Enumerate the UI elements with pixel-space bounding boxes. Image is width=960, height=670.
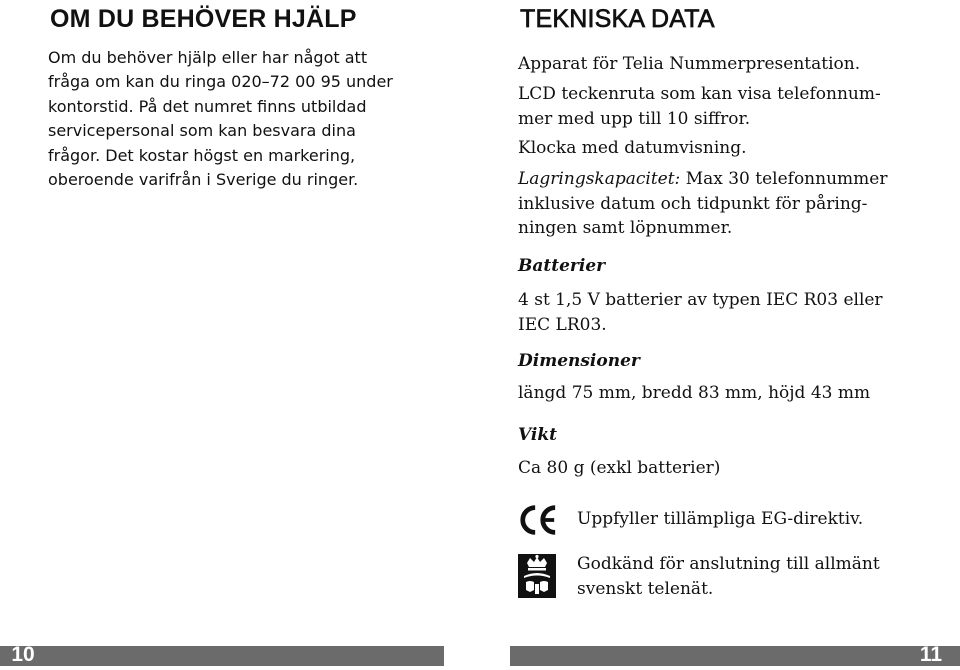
- batteries-line: 4 st 1,5 V batterier av typen IEC R03 eller: [518, 290, 883, 310]
- help-line: frågor. Det kostar högst en markering,: [48, 145, 356, 165]
- page-number-left: 10: [11, 643, 35, 666]
- left-page-title: OM DU BEHÖVER HJÄLP: [50, 5, 357, 33]
- storage-line: inklusive datum och tidpunkt för påring-: [518, 193, 868, 214]
- approval-line: Godkänd för anslutning till allmänt: [577, 554, 880, 574]
- right-page-title: TEKNISKA DATA: [520, 5, 715, 33]
- spec-lcd: [518, 82, 918, 131]
- help-line: fråga om kan du ringa 020–72 00 95 under: [48, 72, 393, 92]
- spec-device: [518, 52, 918, 77]
- batteries-line: IEC LR03.: [518, 314, 607, 335]
- dimensions-heading: Dimensioner: [518, 351, 640, 371]
- help-line: Om du behöver hjälp eller har något att: [48, 48, 368, 67]
- help-line: servicepersonal som kan besvara dina: [48, 121, 356, 141]
- approval-line: svenskt telenät.: [577, 578, 714, 599]
- ce-text: Uppfyller tillämpliga EG-direktiv.: [577, 509, 864, 529]
- storage-label: Lagringskapacitet:: [518, 169, 681, 189]
- crown-approval-icon: [518, 554, 556, 598]
- storage-line: ningen samt löpnummer.: [518, 218, 733, 239]
- spec-clock: [518, 136, 918, 161]
- footer-bar-left: [0, 646, 444, 666]
- help-line: kontorstid. På det numret finns utbildad: [48, 96, 367, 116]
- dimensions-text: längd 75 mm, bredd 83 mm, höjd 43 mm: [518, 383, 871, 403]
- page-number-right: 11: [919, 643, 943, 666]
- approval-text: [577, 552, 880, 601]
- ce-mark-icon: [518, 500, 558, 540]
- spec-storage: [518, 167, 918, 241]
- help-paragraph: [48, 46, 453, 192]
- batteries-text: [518, 288, 918, 337]
- weight-text: Ca 80 g (exkl batterier): [518, 458, 721, 478]
- weight-heading: Vikt: [518, 425, 557, 445]
- batteries-heading: Batterier: [518, 256, 606, 276]
- help-line: oberoende varifrån i Sverige du ringer.: [48, 170, 359, 190]
- spec-lcd-line: mer med upp till 10 siffror.: [518, 108, 751, 129]
- storage-line: Max 30 telefonnummer: [680, 169, 888, 189]
- footer-bar-right: [510, 646, 960, 666]
- spec-lcd-line: LCD teckenruta som kan visa telefonnum-: [518, 84, 881, 104]
- spec-device-text: Apparat för Telia Nummerpresentation.: [518, 54, 861, 74]
- spec-clock-text: Klocka med datumvisning.: [518, 138, 747, 158]
